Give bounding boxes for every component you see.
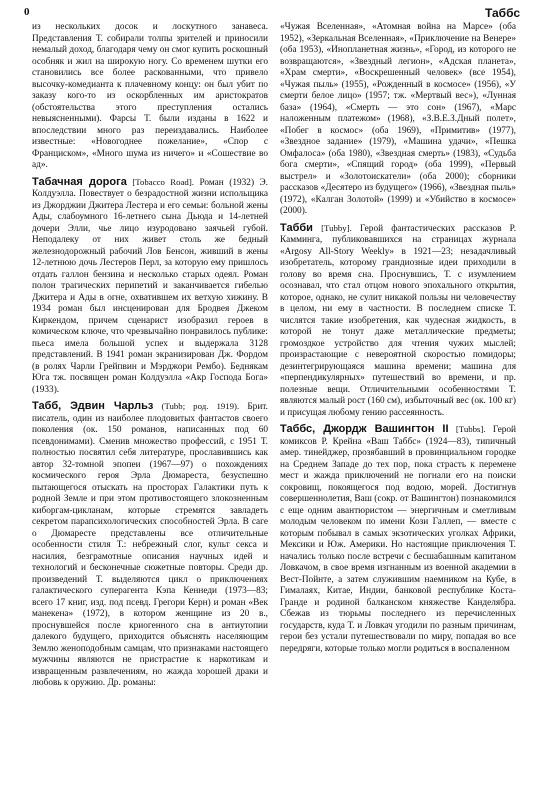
entry-tubbs-george bbox=[280, 424, 516, 655]
entry-tobacco-road bbox=[32, 177, 268, 397]
running-head: Таббс bbox=[484, 6, 520, 20]
entry-text: Брит. писатель, один из наиболее плодовитых фантастов своего поколения (ок. 150 романов, написанных под 60 псевдонимами). Сменив множество профессий, с 1951 Т. полностью посвятил себя литературе, прославившись как автор 32-томной эпопеи (1967—97) о похождениях космического героя Эрла Дюмареста, безуспешно пытающегося отыскать на просторах Галактики путь к родной Земле и при этом противостоящего злокозненным киборгам-цикланам, которые стремятся завладеть секретом парапсихологических способностей Эрла. В саге о Дюмаресте представлены все отличительные особенности стиля Т.: небрежный слог, культ секса и насилия, безграмотные описания научных идей и технологий и бесконечные сюжетные повторы. Среди др. произведений Т. выделяются цикл о приключениях галактического суперагента Кэпа Кеннеди (1973—83; всего 17 книг, изд. под псевд. Грегори Керн) и роман «Век манекена» (1972), в котором женщине из 20 в., проснувшейся после криогенного сна в антиутопии далекого будущего, приходится объяснять населяющим Землю женоподобным самцам, что признаками настоящего мужчины являются не пристрастие к наркотикам и извращенным развлечениям, но жажда хорошей драки и любовь к оружию. Др. романы: bbox=[32, 402, 268, 688]
entry-headword: Табб, Эдвин Чарльз bbox=[32, 400, 154, 412]
entry-headword: Табби bbox=[280, 221, 313, 234]
entry-headword: Табачная дорога bbox=[32, 175, 127, 188]
text-columns bbox=[32, 22, 516, 792]
entry-headword: Таббс, Джордж Вашингтон II bbox=[280, 423, 449, 435]
page-number: 0 bbox=[24, 6, 30, 18]
entry-original-title: [Tobacco Road]. bbox=[132, 176, 194, 187]
left-column bbox=[32, 22, 268, 792]
entry-text: Герой комиксов Р. Крейна «Ваш Таббс» (1924—83), типичный амер. тинейджер, прозябавший в провинциальном городке на Среднем Западе до тех пор, пока страсть к перемене мест и жажда приключений не погнали его на поиски сокровищ, покоящегося под водою, морей. Достигнув совершеннолетия, Ваш (сокр. от Вашингтон) познакомился с еще одним авантюристом — энергичным и сметливым молодым человеком по имени Кози Галлеп, — вместе с которым побывал в самых экзотических уголках Африки, Мексики и Юж. Америки. Но настоящие приключения Т. начались только после встречи с бесшабашным капитаном Ловкачом, в свое время изгнанным из военной академии в Вест-Пойнте, а затем служившим наемником на Кубе, в Гималаях, Китае, Индии, банковой республике Коста-Гранде и родиной балканском княжестве Канделябра. Сбежав из тюрьмы последнего из перечисленных государств, куда Т. и Ловкач угодили по разным причинам, герои без устали путешествовали по миру, попадая во все передряги, которые только могли родиться в воспаленном bbox=[280, 425, 516, 654]
entry-continuation: «Чужая Вселенная», «Атомная война на Марсе» (оба 1952), «Зеркальная Вселенная», «Приключение на Венере» (оба 1953), «Инопланетная жизнь», «Город, из которого не возвращаются», «Звездный легион», «Адская планета», «Храм смерти», «Воскрешенный человек» (все 1954), «Чужая пыль» (1955), «Рожденный в космосе» (1956), «У смерти белое лицо» (1957; тж. «Мертвый вес»), «Лунная база» (1964), «Смерть — это сон» (1967), «Марс наложенным платежом» (1968), «З.В.Е.З.Дный полет», «Побег в космос» (оба 1969), «Примитив» (1977), «Звездное задание» (1979), «Машина удачи», «Пешка Омфалоса» (оба 1980), «Звездная смерть» (1983), «Судьба бога смерти», «Спящий город» (оба 1999), «Первый выстрел» и «Золотоискатели» (оба 2000); сборники рассказов «Десятеро из будущего» (1966), «Звездная пыль» (1972), «Калган Золотой» (1999) и «Убийство в космосе» (2000). bbox=[280, 22, 516, 216]
entry-text: Роман (1932) Э. Колдуэлла. Повествует о безрадостной жизни испольщика из Джорджии Джитера Лестера и его семьи: больной жены Ады, слабоумного 16-летнего сына Дьюда и 14-летней дочери Элли, чье лицо изуродовано заячьей губой. Неподалеку от них живет столь же бедный железнодорожный рабочий Лов Бенсон, живший в жены 12-летнюю дочь Лестеров Перл, за которую ему пришлось отдать галлон бензина и несколько старых одеял. Роман полон трагических перипетий и заканчивается гибелью Джитера и Ады в огне, охватившем их ветхую хижину. В 1934 роман был инсценирован для Бродвея Джеком Киркендом, причем сценарист изобразил героев в комическом ключе, что чрезвычайно понравилось публике: пьеса имела большой успех и выдержала 3128 представлений. В 1941 роман экранизирован Дж. Фордом (в ролях Чарли Грейпвин и Мэрджори Рембо). Беднякам Юга тж. посвящен роман Колдуэлла «Акр Господа Бога» (1933). bbox=[32, 177, 268, 395]
entry-original-title: [Tubbs]. bbox=[455, 424, 486, 434]
entry-original-title: [Tubby]. bbox=[321, 222, 352, 233]
entry-text: Герой фантастических рассказов Р. Камминга, публиковавшихся на страницах журнала «Argosy All-Story Weekly» в 1921—23; незадачливый изобретатель, которому грандиозные идеи приходили в голову во время сна. Проснувшись, Т. с изумлением осознавал, что стал отцом нового эпохального открытия, которое, однако, не сулит никакой пользы ни человечеству в целом, ни ему в частности. В последнем списке Т. числятся такие изобретения, как чудесная жидкость, в которой не тонут даже металлические предметы; громоздкое устройство для чтения чужих мыслей; произрастающие с невероятной скоростью помидоры; дезинтегрирующаяся машина времени; машина для «перпендикулярных» путешествий во времени, и пр. полезные вещи. Отличительными особенностями Т. являются малый рост (160 см), избыточный вес (ок. 100 кг) и присущая любому гению рассеянность. bbox=[280, 223, 516, 418]
entry-tubby bbox=[280, 223, 516, 420]
entry-original-title: (Tubb; род. 1919). bbox=[161, 401, 240, 411]
right-column bbox=[280, 22, 516, 792]
entry-tubb-edwin bbox=[32, 401, 268, 690]
entry-continuation: из нескольких досок и лоскутного занавеса. Представления Т. собирали толпы зрителей и приносили немалый доход, благодаря чему он смог купить роскошный особняк и жил на широкую ногу. Со временем шутки его становились все более раскованными, что привело высочку-комедианта к плачевному концу: он был убит по заказу кого-то из оскорбленных им аристократов (обстоятельства этого преступления остались невыясненными). Фарсы Т. были изданы в 1622 и впоследствии много раз переиздавались. Наиболее известные: «Новогоднее пожелание», «Спор с Франциском», «Много шума из ничего» и «Сошествие во ад». bbox=[32, 22, 268, 170]
page-header bbox=[24, 6, 520, 22]
